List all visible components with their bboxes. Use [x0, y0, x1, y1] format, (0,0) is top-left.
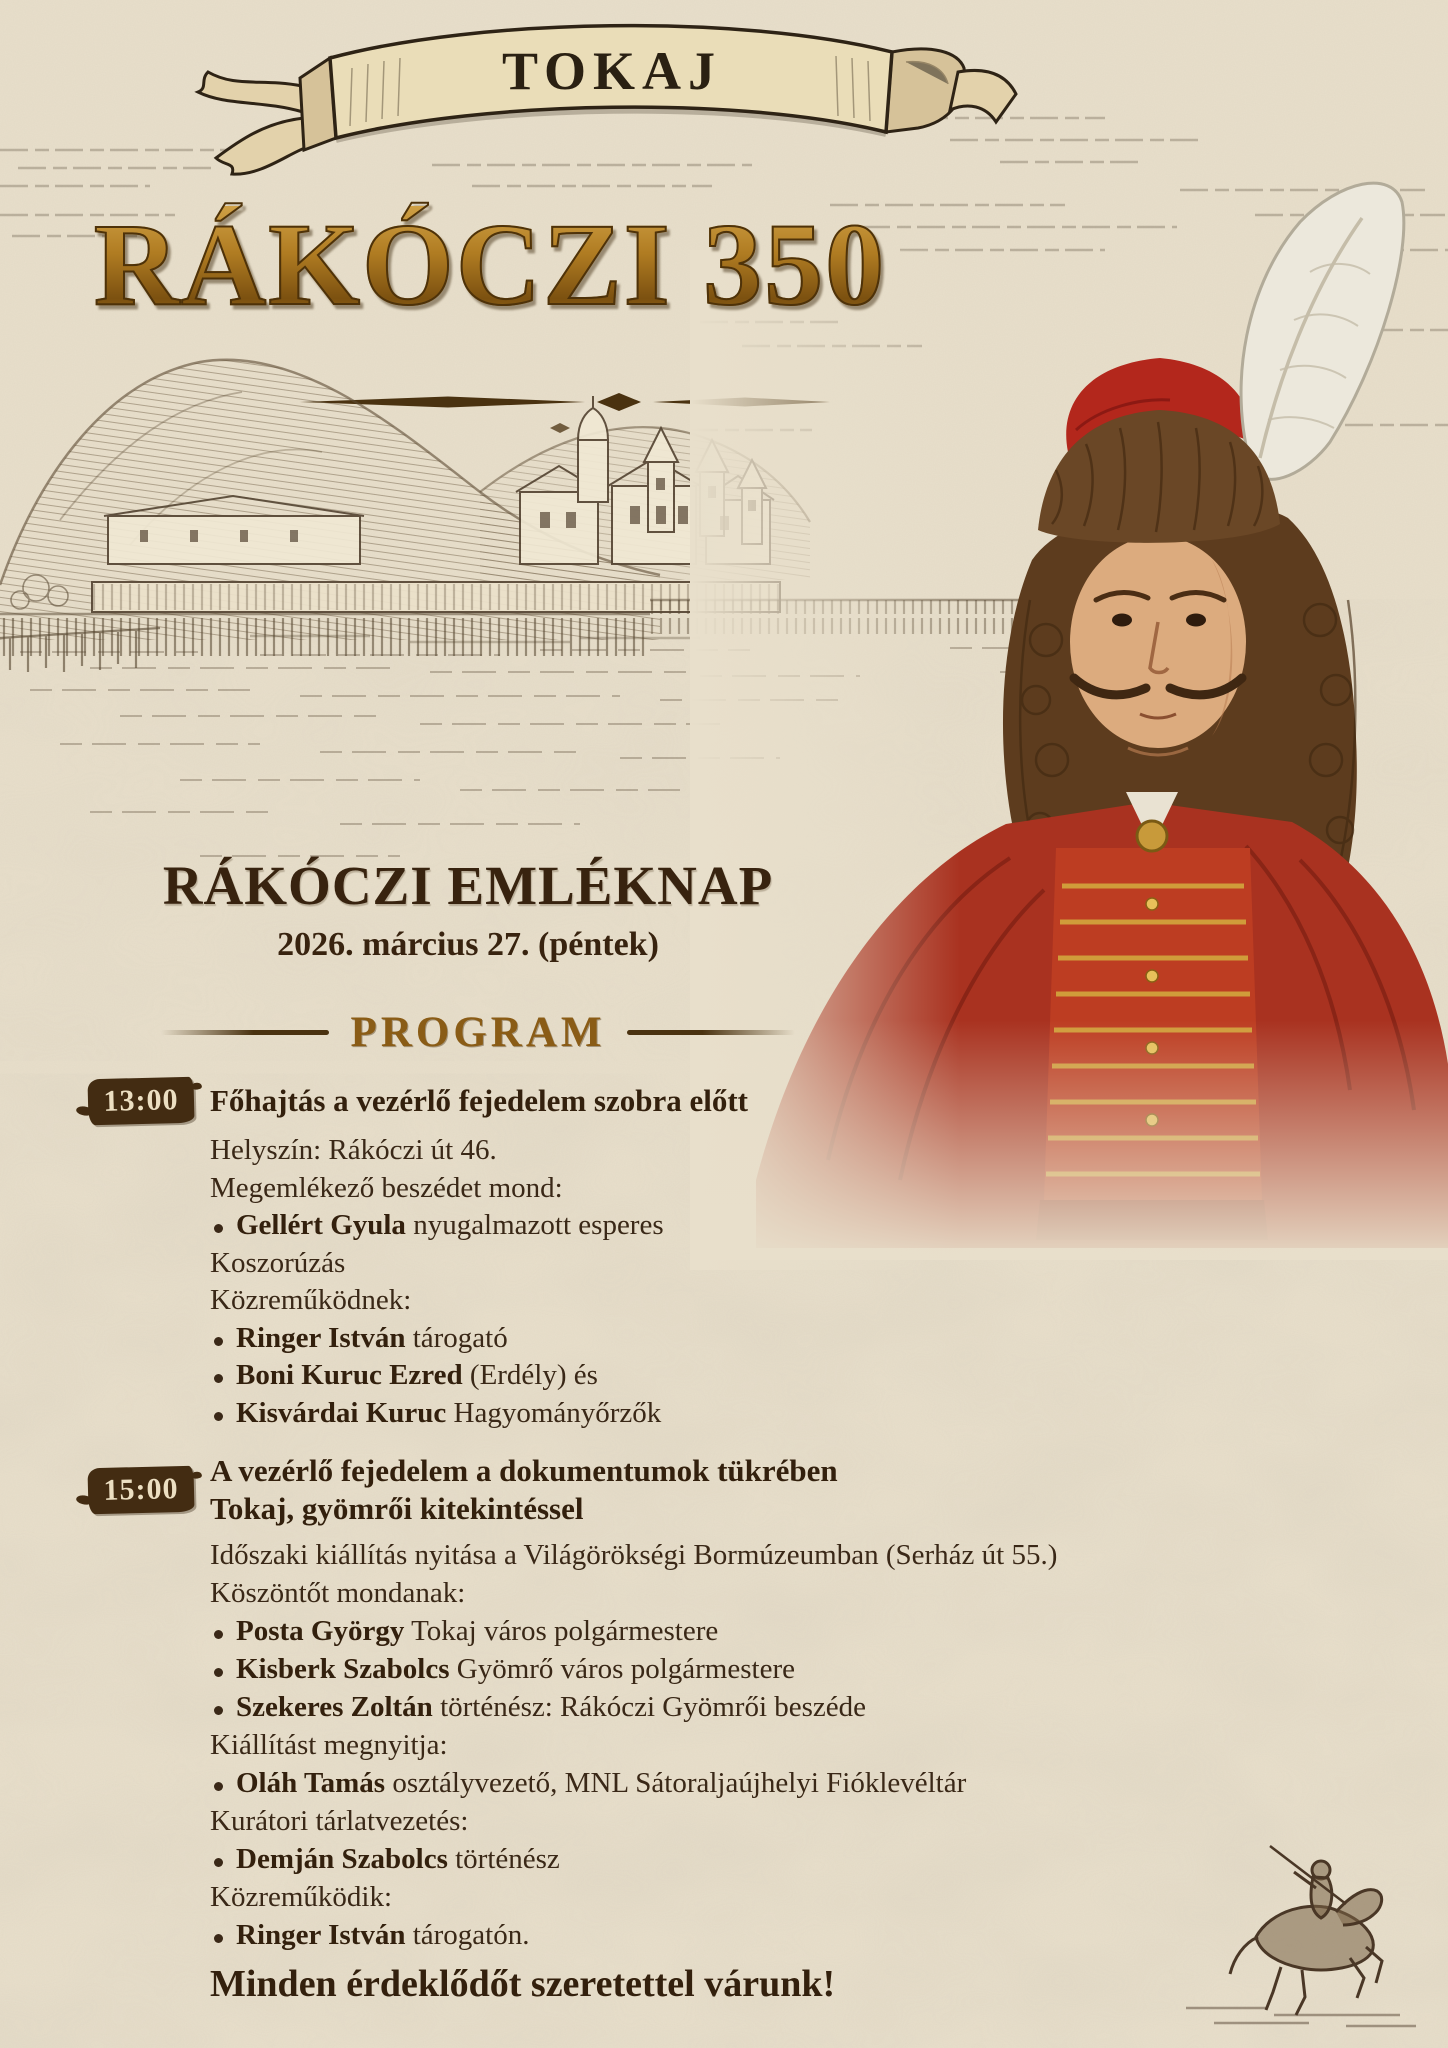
program-bullet	[210, 1395, 1088, 1433]
bullet-dot	[214, 1224, 223, 1233]
program-line: Közreműködik:	[210, 1881, 393, 1913]
person-role: tárogatón.	[405, 1919, 530, 1951]
program-bullet	[210, 1207, 1088, 1245]
session-title-line2: Tokaj, gyömrői kitekintéssel	[210, 1491, 584, 1526]
person-role: (Erdély) és	[462, 1359, 598, 1391]
program-heading	[88, 1008, 868, 1057]
program-bullet	[210, 1612, 1088, 1650]
person-name: Posta György	[236, 1615, 405, 1647]
closing-invitation: Minden érdeklődőt szeretettel várunk!	[210, 1963, 836, 2005]
person-name: Ringer István	[236, 1321, 406, 1354]
program-bullet	[210, 1764, 1088, 1802]
bullet-dot	[214, 1782, 223, 1791]
person-role: történész: Rákóczi Gyömrői beszéde	[432, 1691, 867, 1723]
program-bullet	[210, 1840, 1088, 1878]
event-date: 2026. március 27. (péntek)	[277, 926, 659, 963]
person-name: Demján Szabolcs	[236, 1843, 448, 1875]
person-name: Szekeres Zoltán	[236, 1691, 433, 1723]
bullet-dot	[214, 1934, 223, 1943]
event-name: RÁKÓCZI EMLÉKNAP	[162, 855, 774, 916]
person-role: történész	[447, 1843, 560, 1875]
session-15-00	[88, 1452, 1088, 1954]
program-line: Kiállítást megnyitja:	[210, 1729, 448, 1761]
program-bullet	[210, 1688, 1088, 1726]
right-dash-ornament	[627, 1030, 795, 1035]
person-name: Boni Kuruc Ezred	[236, 1359, 463, 1391]
program-bullet	[210, 1320, 1088, 1358]
session-title: Főhajtás a vezérlő fejedelem szobra előtt	[210, 1083, 748, 1118]
left-dash-ornament	[161, 1030, 329, 1035]
person-role: Gyömrő város polgármestere	[449, 1653, 795, 1685]
bullet-dot	[214, 1706, 223, 1715]
program-line: Közreműködnek:	[210, 1284, 412, 1316]
banner-title: TOKAJ	[501, 41, 723, 101]
program-bullet	[210, 1357, 1088, 1395]
person-role: osztályvezető, MNL Sátoraljaújhelyi Fióklevéltár	[385, 1767, 967, 1799]
bullet-dot	[214, 1412, 223, 1421]
program-line: Koszorúzás	[210, 1246, 346, 1279]
bullet-dot	[214, 1630, 223, 1639]
poster-title: RÁKÓCZI 350	[0, 206, 980, 324]
person-role: nyugalmazott esperes	[405, 1209, 664, 1241]
program-line: Kurátori tárlatvezetés:	[210, 1805, 469, 1837]
person-name: Gellért Gyula	[236, 1209, 406, 1241]
person-role: Hagyományőrzők	[446, 1396, 662, 1429]
session-13-00	[88, 1078, 1088, 1432]
session-title-line1: A vezérlő fejedelem a dokumentumok tükrében	[210, 1453, 838, 1488]
program-bullet	[210, 1650, 1088, 1688]
person-name: Kisberk Szabolcs	[236, 1653, 450, 1685]
program-label: PROGRAM	[350, 1009, 606, 1056]
time-badge: 13:00	[87, 1077, 194, 1126]
bullet-dot	[214, 1374, 223, 1383]
bullet-dot	[214, 1858, 223, 1867]
person-name: Kisvárdai Kuruc	[236, 1396, 447, 1429]
time-badge: 15:00	[87, 1466, 194, 1515]
person-name: Oláh Tamás	[236, 1767, 386, 1799]
person-role: Tokaj város polgármestere	[404, 1615, 719, 1647]
program-line: Helyszín: Rákóczi út 46.	[210, 1134, 497, 1166]
program-line: Időszaki kiállítás nyitása a Világörökségi Bormúzeumban (Serház út 55.)	[210, 1539, 1058, 1571]
person-name: Ringer István	[236, 1919, 406, 1951]
program-line: Köszöntőt mondanak:	[210, 1577, 466, 1609]
bullet-dot	[214, 1668, 223, 1677]
bullet-dot	[214, 1337, 223, 1346]
program-line: Megemlékező beszédet mond:	[210, 1171, 563, 1204]
program-bullet	[210, 1916, 1088, 1954]
person-role: tárogató	[405, 1321, 508, 1354]
